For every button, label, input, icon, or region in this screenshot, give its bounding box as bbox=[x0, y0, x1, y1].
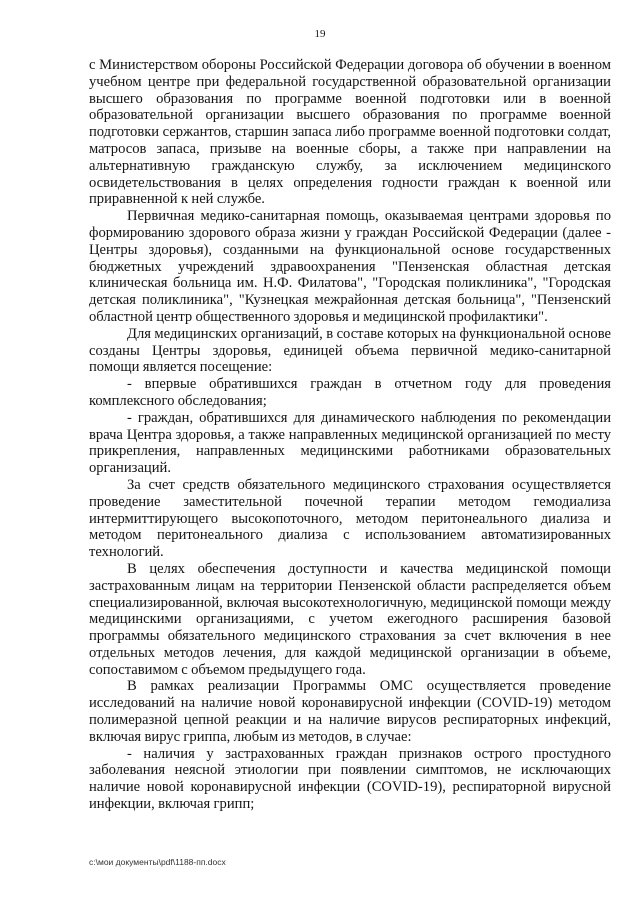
paragraph-2: Первичная медико-санитарная помощь, оказываемая центрами здоровья по формированию здорового образа жизни у граждан Российской Федерации (далее - Центры здоровья), созданными на функциональной основе государственных бюджетных учреждений здравоохранения "Пензенская областная детская клиническая больница им. Н.Ф. Филатова", "Городская поликлиника", "Городская детская поликлиника", "Кузнецкая межрайонная детская больница", "Пензенский областной центр общественного здоровья и медицинской профилактики". bbox=[89, 208, 611, 325]
list-item-2: - граждан, обратившихся для динамического наблюдения по рекомендации врача Центра здоровья, а также направленных медицинской организацией по месту прикрепления, направленных медицинскими работниками образовательных организаций. bbox=[89, 409, 611, 477]
paragraph-4: За счет средств обязательного медицинского страхования осуществляется проведение заместительной почечной терапии методом гемодиализа интермиттирующего высокопоточного, методом перитонеального диализа и методом перитонеального диализа с использованием автоматизированных технологий. bbox=[89, 476, 611, 561]
paragraph-1: с Министерством обороны Российской Федерации договора об обучении в военном учебном центре при федеральной государственной образовательной организации высшего образования по программе военной подготовки или в военной образовательной организации высшего образования по программе военной подготовки сержантов, старшин запаса либо программе военной подготовки солдат, матросов запаса, призыве на военные сборы, а также при направлении на альтернативную гражданскую службу, за исключением медицинского освидетельствования в целях определения годности граждан к военной или приравненной к ней службе. bbox=[89, 57, 611, 208]
document-body bbox=[89, 57, 611, 813]
paragraph-5: В целях обеспечения доступности и качества медицинской помощи застрахованным лицам на территории Пензенской области распределяется объем специализированной, включая высокотехнологичную, медицинской помощи между медицинскими организациями, с учетом ежегодного расширения базовой программы обязательного медицинского страхования за счет включения в нее отдельных методов лечения, для каждой медицинской организации в объеме, сопоставимом с объемом предыдущего года. bbox=[89, 560, 611, 678]
list-item-1: - впервые обратившихся граждан в отчетном году для проведения комплексного обследования; bbox=[89, 376, 611, 409]
paragraph-3: Для медицинских организаций, в составе которых на функциональной основе созданы Центры здоровья, единицей объема первичной медико-санитарной помощи является посещение: bbox=[89, 325, 611, 376]
footer-file-path: c:\мои документы\pdf\1188-пп.docx bbox=[89, 857, 226, 867]
list-item-3: - наличия у застрахованных граждан признаков острого простудного заболевания неясной этиологии при появлении симптомов, не исключающих наличие новой коронавирусной инфекции (COVID-19), респираторной вирусной инфекции, включая грипп; bbox=[89, 745, 611, 813]
page-number: 19 bbox=[314, 28, 326, 40]
paragraph-6: В рамках реализации Программы ОМС осуществляется проведение исследований на наличие новой коронавирусной инфекции (COVID-19) методом полимеразной цепной реакции и на наличие вирусов респираторных инфекций, включая вирус гриппа, любым из методов, в случае: bbox=[89, 678, 611, 745]
